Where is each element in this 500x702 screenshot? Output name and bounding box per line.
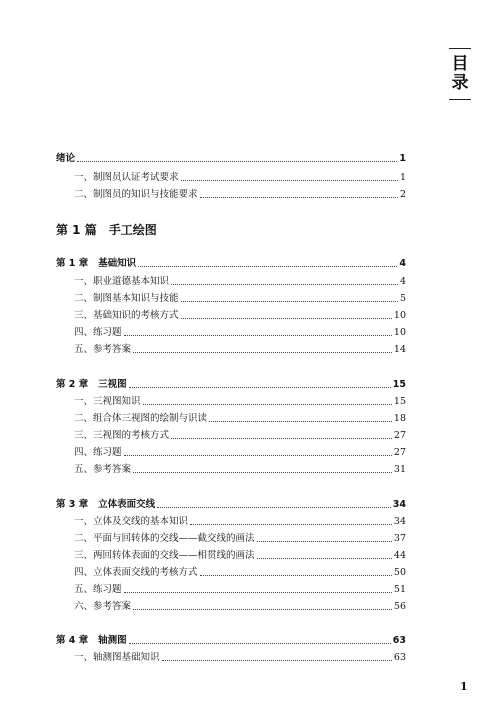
toc-entry-section[interactable]	[56, 462, 406, 476]
toc-entry-chapter[interactable]	[56, 377, 406, 391]
dot-leader	[124, 335, 392, 336]
toc-entry-section[interactable]	[56, 274, 406, 288]
toc-entry-label	[56, 499, 155, 511]
chapter-number: 第 1 章	[56, 258, 89, 269]
toc-entry-label: 四、练习题	[74, 447, 122, 458]
toc-entry-page: 63	[392, 635, 406, 646]
dot-leader	[257, 558, 392, 559]
toc-entry-page: 50	[393, 567, 406, 578]
title-char: 目	[451, 54, 469, 74]
toc-entry-label: 二、平面与回转体的交线——截交线的画法	[74, 533, 255, 544]
toc-entry-section[interactable]	[56, 394, 406, 408]
dot-leader	[77, 161, 397, 162]
toc-entry-intro[interactable]	[56, 151, 406, 165]
toc-entry-page: 10	[393, 327, 406, 338]
toc-entry-label: 五、练习题	[74, 584, 122, 595]
toc-entry-label	[56, 635, 127, 647]
toc-entry-chapter[interactable]	[56, 256, 406, 270]
dot-leader	[124, 455, 392, 456]
page-number: 1	[460, 680, 468, 693]
toc-entry-label: 一、职业道德基本知识	[74, 276, 170, 287]
chapter-title: 轴测图	[98, 635, 127, 646]
toc-entry-label	[56, 258, 136, 270]
toc-entry-label: 一、制图员认证考试要求	[74, 172, 179, 183]
toc-entry-section[interactable]	[56, 187, 406, 201]
dot-leader	[200, 197, 398, 198]
toc-entry-page: 4	[399, 276, 406, 287]
dot-leader	[143, 404, 392, 405]
dot-leader	[190, 524, 392, 525]
toc-entry-section[interactable]	[56, 325, 406, 339]
toc-entry-chapter[interactable]	[56, 497, 406, 511]
toc-entry-section[interactable]	[56, 599, 406, 613]
toc-entry-label: 二、制图员的知识与技能要求	[74, 189, 198, 200]
toc-entry-page: 18	[393, 413, 406, 424]
dot-leader	[200, 575, 392, 576]
toc-entry-label: 四、练习题	[74, 327, 122, 338]
toc-entry-page: 5	[399, 293, 406, 304]
toc-entry-page: 15	[392, 379, 406, 390]
title-bottom-rule	[449, 99, 471, 100]
dot-leader	[129, 643, 391, 644]
toc-entry-label: 一、三视图知识	[74, 396, 141, 407]
toc-entry-label: 三、三视图的考核方式	[74, 430, 170, 441]
toc-entry-page: 31	[393, 464, 406, 475]
toc-entry-page: 27	[393, 430, 406, 441]
dot-leader	[171, 438, 392, 439]
toc-entry-page: 63	[393, 652, 406, 663]
toc-entry-page: 27	[393, 447, 406, 458]
dot-leader	[171, 284, 398, 285]
toc-entry-label: 一、轴测图基础知识	[74, 652, 160, 663]
dot-leader	[257, 541, 392, 542]
toc-entry-section[interactable]	[56, 514, 406, 528]
toc-entry-label: 五、参考答案	[74, 464, 132, 475]
toc-entry-section[interactable]	[56, 308, 406, 322]
toc-entry-section[interactable]	[56, 548, 406, 562]
toc-entry-label: 二、制图基本知识与技能	[74, 293, 179, 304]
toc-entry-page: 1	[399, 153, 406, 164]
part-label: 第 1 篇	[56, 223, 97, 237]
toc-entry-section[interactable]	[56, 565, 406, 579]
toc-entry-page: 4	[399, 258, 406, 269]
dot-leader	[162, 660, 392, 661]
toc-entry-section[interactable]	[56, 582, 406, 596]
toc-entry-section[interactable]	[56, 411, 406, 425]
dot-leader	[209, 421, 392, 422]
toc-entry-section[interactable]	[56, 291, 406, 305]
toc-entry-section[interactable]	[56, 445, 406, 459]
toc-entry-section[interactable]	[56, 342, 406, 356]
toc-entry-page: 14	[393, 344, 406, 355]
toc-entry-label: 五、参考答案	[74, 344, 132, 355]
dot-leader	[133, 472, 392, 473]
toc-title-text	[449, 49, 471, 99]
toc-entry-page: 34	[393, 516, 406, 527]
dot-leader	[133, 352, 392, 353]
chapter-number: 第 2 章	[56, 379, 89, 390]
chapter-title: 基础知识	[98, 258, 137, 269]
dot-leader	[181, 301, 398, 302]
dot-leader	[181, 180, 398, 181]
dot-leader	[138, 266, 397, 267]
title-char: 录	[451, 73, 469, 93]
chapter-title: 三视图	[98, 379, 127, 390]
toc-entry-section[interactable]	[56, 650, 406, 664]
dot-leader	[133, 609, 392, 610]
toc-entry-page: 37	[393, 533, 406, 544]
toc-entry-label: 绪论	[56, 153, 76, 164]
dot-leader	[181, 318, 392, 319]
toc-entry-label: 三、两回转体表面的交线——相贯线的画法	[74, 550, 255, 561]
toc-entry-page: 15	[393, 396, 406, 407]
toc-entry-label: 三、基础知识的考核方式	[74, 310, 179, 321]
part-heading[interactable]	[56, 223, 157, 237]
toc-entry-label: 四、立体表面交线的考核方式	[74, 567, 198, 578]
dot-leader	[129, 387, 391, 388]
chapter-title: 立体表面交线	[98, 499, 156, 510]
toc-entry-page: 2	[399, 189, 406, 200]
toc-entry-chapter[interactable]	[56, 633, 406, 647]
toc-entry-page: 34	[392, 499, 406, 510]
part-title: 手工绘图	[108, 223, 157, 237]
chapter-number: 第 3 章	[56, 499, 89, 510]
toc-entry-page: 44	[393, 550, 406, 561]
dot-leader	[157, 507, 391, 508]
chapter-number: 第 4 章	[56, 635, 89, 646]
toc-title	[449, 48, 471, 100]
toc-entry-label: 六、参考答案	[74, 601, 132, 612]
toc-entry-page: 10	[393, 310, 406, 321]
toc-entry-label	[56, 379, 127, 391]
dot-leader	[124, 592, 392, 593]
toc-entry-page: 1	[399, 172, 406, 183]
toc-entry-section[interactable]	[56, 531, 406, 545]
toc-entry-section[interactable]	[56, 170, 406, 184]
toc-entry-page: 51	[393, 584, 406, 595]
toc-entry-section[interactable]	[56, 428, 406, 442]
toc-entry-label: 一、立体及交线的基本知识	[74, 516, 189, 527]
toc-entry-label: 二、组合体三视图的绘制与识读	[74, 413, 208, 424]
toc-entry-page: 56	[393, 601, 406, 612]
